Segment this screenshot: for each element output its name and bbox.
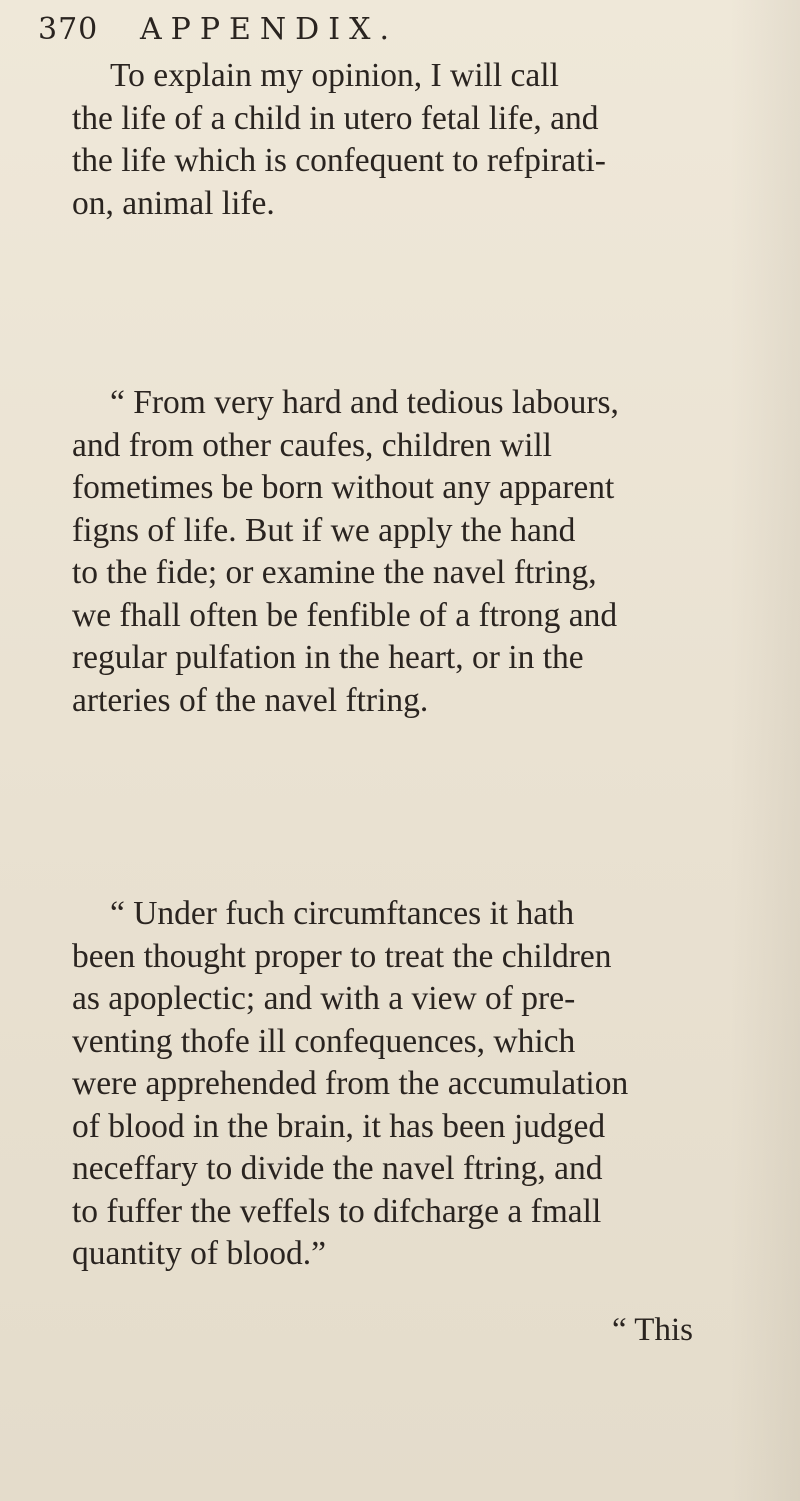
- text-line: on, animal life.: [72, 184, 275, 222]
- running-head: APPENDIX.: [140, 12, 398, 47]
- text-line: “ Under fuch circumftances it hath: [110, 895, 575, 932]
- text-line: neceffary to divide the navel ftring, and: [72, 1150, 603, 1187]
- text-line: the life of a child in utero fetal life, and: [72, 99, 599, 137]
- text-line: the life which is confequent to refpirati-: [72, 142, 606, 179]
- page-number: 370: [38, 12, 99, 47]
- page-edge-shadow: [730, 0, 800, 1501]
- text-line: regular pulfation in the heart, or in the: [72, 639, 584, 676]
- text-line: to the fide; or examine the navel ftring,: [72, 554, 597, 591]
- text-line: To explain my opinion, I will call: [110, 57, 559, 94]
- text-line: to fuffer the veffels to difcharge a fmall: [72, 1192, 602, 1230]
- paragraph-3: [72, 893, 752, 1276]
- text-line: quantity of blood.”: [72, 1235, 326, 1272]
- page-header: [38, 10, 758, 50]
- text-line: been thought proper to treat the children: [72, 937, 612, 975]
- text-line: of blood in the brain, it has been judged: [72, 1107, 606, 1145]
- text-line: figns of life. But if we apply the hand: [72, 511, 576, 549]
- text-line: fometimes be born without any apparent: [72, 469, 615, 506]
- text-line: and from other caufes, children will: [72, 426, 552, 464]
- text-line: arteries of the navel ftring.: [72, 681, 429, 719]
- catchword: “ This: [612, 1312, 693, 1348]
- text-line: we fhall often be fenfible of a ftrong and: [72, 596, 618, 634]
- paragraph-2: [72, 382, 752, 722]
- text-line: as apoplectic; and with a view of pre-: [72, 980, 576, 1017]
- text-line: were apprehended from the accumulation: [72, 1065, 629, 1102]
- text-line: venting thofe ill confequences, which: [72, 1022, 576, 1060]
- text-line: “ From very hard and tedious labours,: [110, 384, 619, 421]
- paragraph-1: [72, 55, 752, 225]
